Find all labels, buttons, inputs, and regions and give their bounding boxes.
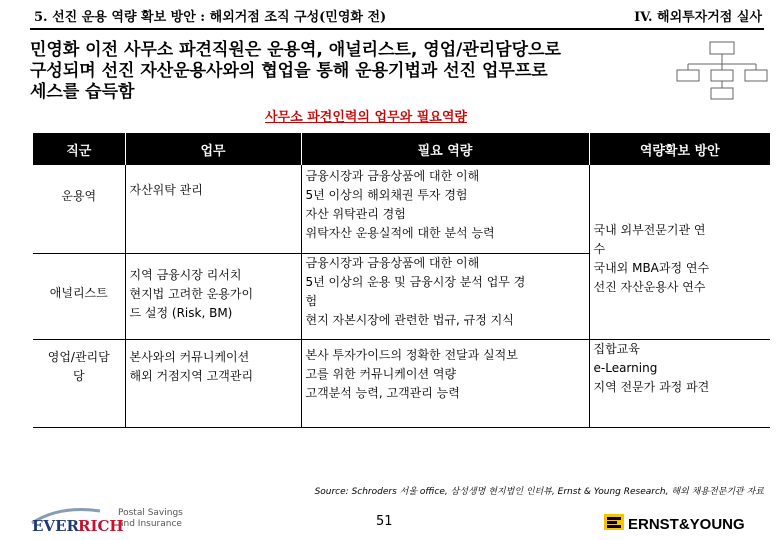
rank-text: 당 bbox=[72, 368, 85, 383]
table-row bbox=[33, 339, 770, 427]
method-text: 국내외 MBA과정 연수 bbox=[593, 261, 710, 275]
org-chart-icon bbox=[674, 40, 770, 106]
table-caption: 사무소 파견인력의 업무와 필요역량 bbox=[265, 110, 467, 125]
table-header-row bbox=[33, 133, 770, 165]
duty-text: 현지법 고려한 운용가이 bbox=[129, 286, 254, 301]
duty-text: 드 설정 (Risk, BM) bbox=[129, 305, 233, 320]
duty-text: 해외 거점지역 고객관리 bbox=[129, 368, 254, 383]
competency-text: 현지 자본시장에 관련한 법규, 규정 지식 bbox=[305, 312, 514, 327]
svg-text:ERNST&YOUNG: ERNST&YOUNG bbox=[628, 516, 745, 533]
rank-cell bbox=[33, 165, 125, 253]
headline-line: 구성되며 선진 자산운용사와의 협업을 통해 운용기법과 선진 업무프로 bbox=[30, 61, 548, 81]
ernst-young-logo bbox=[604, 510, 764, 534]
duty-cell bbox=[125, 339, 301, 427]
competency-text: 금융시장과 금융상품에 대한 이해 bbox=[305, 255, 480, 270]
method-cell bbox=[589, 339, 770, 427]
everrich-logo bbox=[30, 503, 200, 537]
competency-text: 고를 위한 커뮤니케이션 역량 bbox=[305, 366, 457, 381]
duty-text: 자산위탁 관리 bbox=[129, 183, 203, 197]
competency-text: 5년 이상의 운용 및 금융시장 분석 업무 경 bbox=[305, 274, 526, 289]
header-duty: 업무 bbox=[125, 133, 301, 165]
duty-text: 본사와의 커뮤니케이션 bbox=[129, 349, 250, 364]
staff-competency-table bbox=[33, 133, 770, 428]
everrich-logo-text bbox=[118, 508, 183, 530]
svg-text:EVER: EVER bbox=[32, 517, 79, 535]
headline bbox=[30, 40, 670, 103]
competency-text: 고객분석 능력, 고객관리 능력 bbox=[305, 385, 460, 400]
table-row bbox=[33, 165, 770, 253]
everrich-logo-mark bbox=[30, 503, 124, 537]
rank-cell bbox=[33, 339, 125, 427]
rank-text: 운용역 bbox=[61, 189, 97, 203]
competency-text: 5년 이상의 해외채권 투자 경험 bbox=[305, 188, 468, 202]
svg-text:RICH: RICH bbox=[78, 517, 124, 535]
rank-cell bbox=[33, 253, 125, 339]
chapter-title: IV. 해외투자거점 실사 bbox=[634, 10, 762, 25]
competency-cell bbox=[301, 253, 589, 339]
headline-line: 민영화 이전 사무소 파견직원은 운용역, 애널리스트, 영업/관리담당으로 bbox=[30, 40, 561, 60]
method-text: 집합교육 bbox=[593, 341, 640, 356]
competency-text: 금융시장과 금융상품에 대한 이해 bbox=[305, 169, 480, 183]
method-cell bbox=[589, 165, 770, 339]
method-text: 선진 자산운용사 연수 bbox=[593, 280, 706, 294]
method-text: 수 bbox=[593, 242, 606, 256]
competency-text: 본사 투자가이드의 정확한 전달과 실적보 bbox=[305, 347, 518, 362]
competency-text: 자산 위탁관리 경험 bbox=[305, 207, 406, 221]
header-competency: 필요 역량 bbox=[301, 133, 589, 165]
rank-text: 애널리스트 bbox=[49, 285, 108, 300]
competency-cell bbox=[301, 165, 589, 253]
header-method: 역량확보 방안 bbox=[589, 133, 770, 165]
header-divider bbox=[30, 28, 764, 30]
source-note: Source: Schroders 서울 office, 삼성생명 현지법인 인터뷰, Ernst & Young Research, 해외 채용전문기관 자료 bbox=[314, 487, 764, 497]
duty-cell bbox=[125, 165, 301, 253]
competency-text: 위탁자산 운용실적에 대한 분석 능력 bbox=[305, 226, 495, 240]
page-number: 51 bbox=[376, 514, 393, 529]
section-title: 5. 선진 운용 역량 확보 방안 : 해외거점 조직 구성(민영화 전) bbox=[34, 10, 387, 25]
headline-line: 세스를 습득함 bbox=[30, 82, 135, 102]
duty-text: 지역 금융시장 리서치 bbox=[129, 267, 242, 282]
competency-text: 험 bbox=[305, 293, 318, 308]
method-text: e-Learning bbox=[593, 360, 658, 375]
everrich-text-line: Postal Savings bbox=[118, 508, 183, 518]
method-text: 국내 외부전문기관 연 bbox=[593, 223, 706, 237]
everrich-text-line: and Insurance bbox=[118, 519, 182, 529]
rank-text: 영업/관리담 bbox=[47, 349, 110, 364]
duty-cell bbox=[125, 253, 301, 339]
header-rank: 직군 bbox=[33, 133, 125, 165]
competency-cell bbox=[301, 339, 589, 427]
method-text: 지역 전문가 과정 파견 bbox=[593, 379, 710, 394]
